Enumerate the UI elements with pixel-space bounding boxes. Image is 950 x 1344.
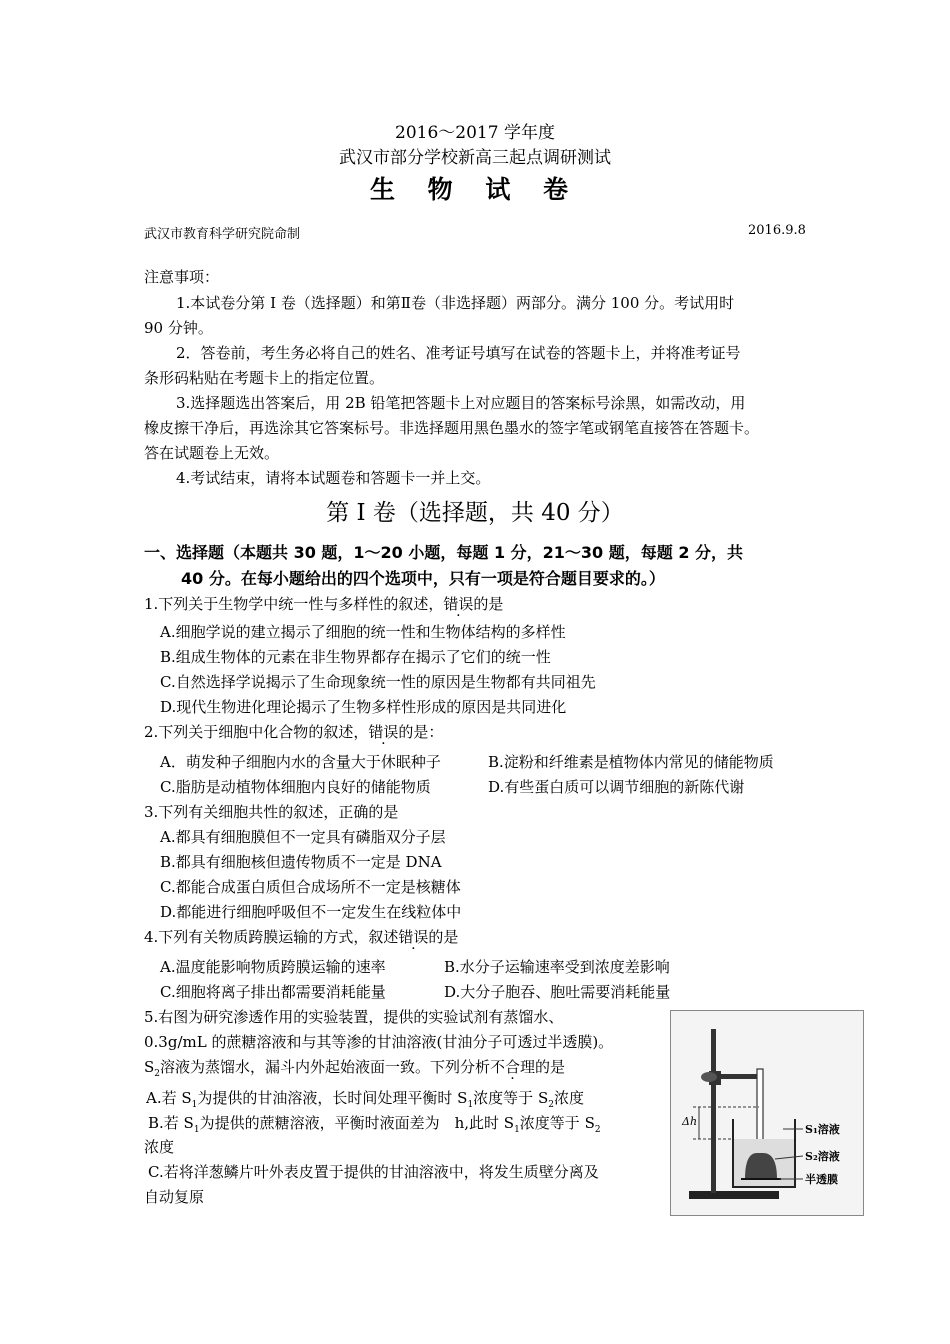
q1-option-a: A.细胞学说的建立揭示了细胞的统一性和生物体结构的多样性 (160, 623, 566, 641)
s2-solution-label: S₂溶液 (805, 1150, 840, 1163)
notice-item-2-cont: 条形码粘贴在考题卡上的指定位置。 (144, 369, 385, 387)
q5-option-c-cont: 自动复原 (144, 1188, 205, 1206)
notice-item-3: 3.选择题选出答案后，用 2B 铅笔把答题卡上对应题目的答案标号涂黑，如需改动，用 (176, 394, 746, 412)
page-title: 生 物 试 卷 (369, 175, 581, 204)
emphasis-text: 错误 (443, 595, 474, 613)
q3-option-d: D.都能进行细胞呼吸但不一定发生在线粒体中 (160, 903, 462, 921)
question-1-stem: 1.下列关于生物学中统一性与多样性的叙述，错误的是 (144, 595, 504, 613)
section-title: 第 I 卷（选择题，共 40 分） (326, 500, 624, 526)
q5-option-a: A.若 $S_1$为提供的甘油溶液，长时间处理平衡时 $S_1$浓度等于 $S_2$浓度 (146, 1089, 584, 1110)
q5-option-b-cont: 浓度 (144, 1138, 175, 1156)
notice-heading: 注意事项： (144, 268, 220, 286)
q2-option-c: C.脂肪是动植物体细胞内良好的储能物质 (160, 778, 431, 796)
q2-option-a: A．萌发种子细胞内水的含量大于休眠种子 (160, 753, 441, 771)
q3-option-b: B.都具有细胞核但遗传物质不一定是 DNA (160, 853, 442, 871)
s1-solution-label: S₁溶液 (805, 1123, 840, 1136)
question-5-stem: 5.右图为研究渗透作用的实验装置，提供的实验试剂有蒸馏水、 (144, 1008, 564, 1026)
emphasis-text: 错误 (368, 723, 399, 741)
q4-option-d: D.大分子胞吞、胞吐需要消耗能量 (444, 983, 671, 1001)
delta-h-label: Δh (682, 1115, 698, 1128)
notice-item-3-cont2: 答在试题卷上无效。 (144, 444, 280, 462)
issuer: 武汉市教育科学研究院命制 (144, 227, 301, 242)
notice-item-4: 4.考试结束，请将本试题卷和答题卡一并上交。 (176, 469, 491, 487)
q5-option-c: C.若将洋葱鳞片叶外表皮置于提供的甘油溶液中，将发生质壁分离及 (148, 1163, 599, 1181)
q2-option-d: D.有些蛋白质可以调节细胞的新陈代谢 (488, 778, 745, 796)
q4-option-c: C.细胞将离子排出都需要消耗能量 (160, 983, 386, 1001)
question-5-stem-cont: 0.3g/mL 的蔗糖溶液和与其等渗的甘油溶液(甘油分子可透过半透膜)。 (144, 1033, 614, 1051)
question-4-stem: 4.下列有关物质跨膜运输的方式，叙述错误的是 (144, 928, 459, 946)
membrane-label: 半透膜 (805, 1173, 838, 1186)
q5-option-b: B.若 $S_1$为提供的蔗糖溶液，平衡时液面差为 h,此时 $S_1$浓度等于 $S_2$ (148, 1114, 601, 1135)
exam-name: 武汉市部分学校新高三起点调研测试 (339, 148, 611, 168)
q2-option-b: B.淀粉和纤维素是植物体内常见的储能物质 (488, 753, 774, 771)
q4-option-a: A.温度能影响物质跨膜运输的速率 (160, 958, 386, 976)
question-2-stem: 2.下列关于细胞中化合物的叙述，错误的是： (144, 723, 444, 741)
q1-option-c: C.自然选择学说揭示了生命现象统一性的原因是生物都有共同祖先 (160, 673, 596, 691)
notice-item-1: 1.本试卷分第 I 卷（选择题）和第Ⅱ卷（非选择题）两部分。满分 100 分。考试用时 (176, 294, 735, 312)
q1-option-b: B.组成生物体的元素在非生物界都存在揭示了它们的统一性 (160, 648, 551, 666)
emphasis-text: 不合理 (490, 1058, 536, 1076)
notice-item-3-cont: 橡皮擦干净后，再选涂其它答案标号。非选择题用黑色墨水的签字笔或钢笔直接答在答题卡。 (144, 419, 760, 437)
osmosis-apparatus-figure (670, 1010, 864, 1216)
question-3-stem: 3.下列有关细胞共性的叙述，正确的是 (144, 803, 399, 821)
question-5-stem-cont2: $S_2$溶液为蒸馏水，漏斗内外起始液面一致。下列分析不合理的是 (144, 1058, 566, 1079)
part1-instructions-cont: 40 分。在每小题给出的四个选项中，只有一项是符合题目要求的。） (181, 569, 665, 588)
exam-date: 2016.9.8 (748, 223, 806, 238)
notice-item-1-cont: 90 分钟。 (144, 319, 213, 337)
notice-item-2: 2．答卷前，考生务必将自己的姓名、准考证号填写在试卷的答题卡上，并将准考证号 (176, 344, 741, 362)
exam-year: 2016～2017 学年度 (395, 123, 555, 143)
part1-instructions: 一、选择题（本题共 30 题，1～20 小题，每题 1 分，21～30 题，每题 2 分，共 (144, 543, 744, 562)
emphasis-text: 错误 (398, 928, 429, 946)
q3-option-c: C.都能合成蛋白质但合成场所不一定是核糖体 (160, 878, 461, 896)
q4-option-b: B.水分子运输速率受到浓度差影响 (444, 958, 670, 976)
q1-option-d: D.现代生物进化理论揭示了生物多样性形成的原因是共同进化 (160, 698, 567, 716)
q3-option-a: A.都具有细胞膜但不一定具有磷脂双分子层 (160, 828, 446, 846)
